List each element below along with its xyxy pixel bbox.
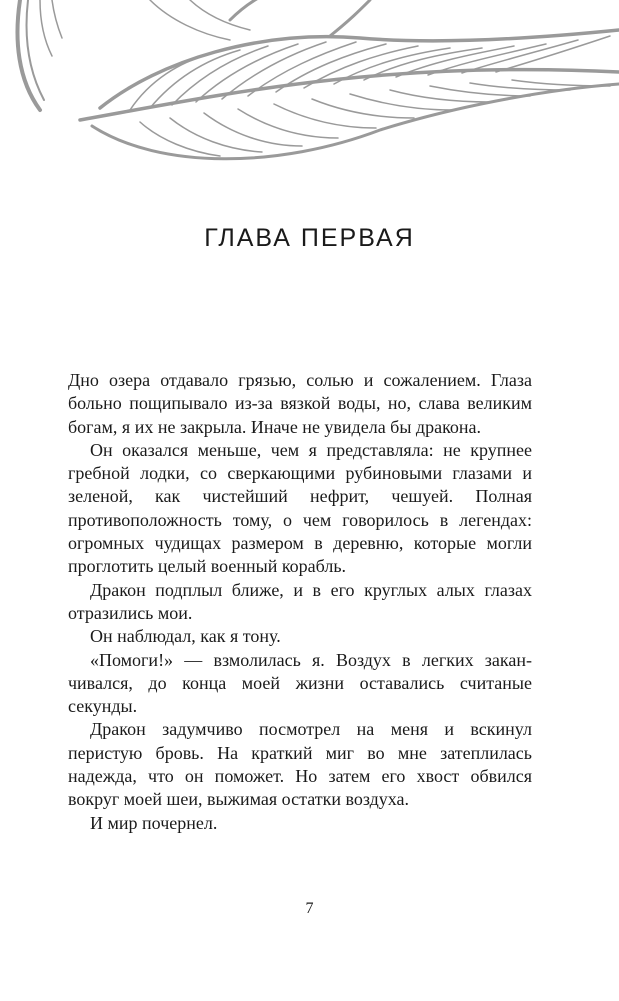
feather-illustration xyxy=(0,0,619,190)
chapter-text xyxy=(68,369,532,835)
paragraph: Дракон подплыл ближе, и в его круглых алых глазах отразились мои. xyxy=(68,579,532,623)
paragraph: И мир почернел. xyxy=(90,812,218,833)
paragraph: Дно озера отдавало грязью, солью и сожалением. Глаза больно пощипывало из-за вязкой воды, но, слава великим богам, я их не закрыла. Иначе не увидела бы дракона. xyxy=(68,370,532,437)
paragraph: Он наблюдал, как я тону. xyxy=(90,626,281,647)
paragraph: Он оказался меньше, чем я представляла: не крупнее гребной лодки, со сверкающими рубиновыми глазами и зеленой, как чистейший нефрит, чешуей. Полная противоположность тому, о чем говорилось в легендах: огромных чудищах размером в деревню, которые могли проглотить целый военный корабль. xyxy=(68,439,532,577)
page-number: 7 xyxy=(305,900,314,917)
paragraph: «Помоги!» — взмолилась я. Воздух в легких заканчивался, до конца моей жизни оставались считаные секунды. xyxy=(68,649,532,717)
paragraph: Дракон задумчиво посмотрел на меня и вскинул перистую бровь. На краткий миг во мне затеплилась надежда, что он поможет. Но затем его хвост обвился вокруг моей шеи, выжимая остатки воздуха. xyxy=(68,719,532,810)
chapter-title: ГЛАВА ПЕРВАЯ xyxy=(204,224,415,252)
